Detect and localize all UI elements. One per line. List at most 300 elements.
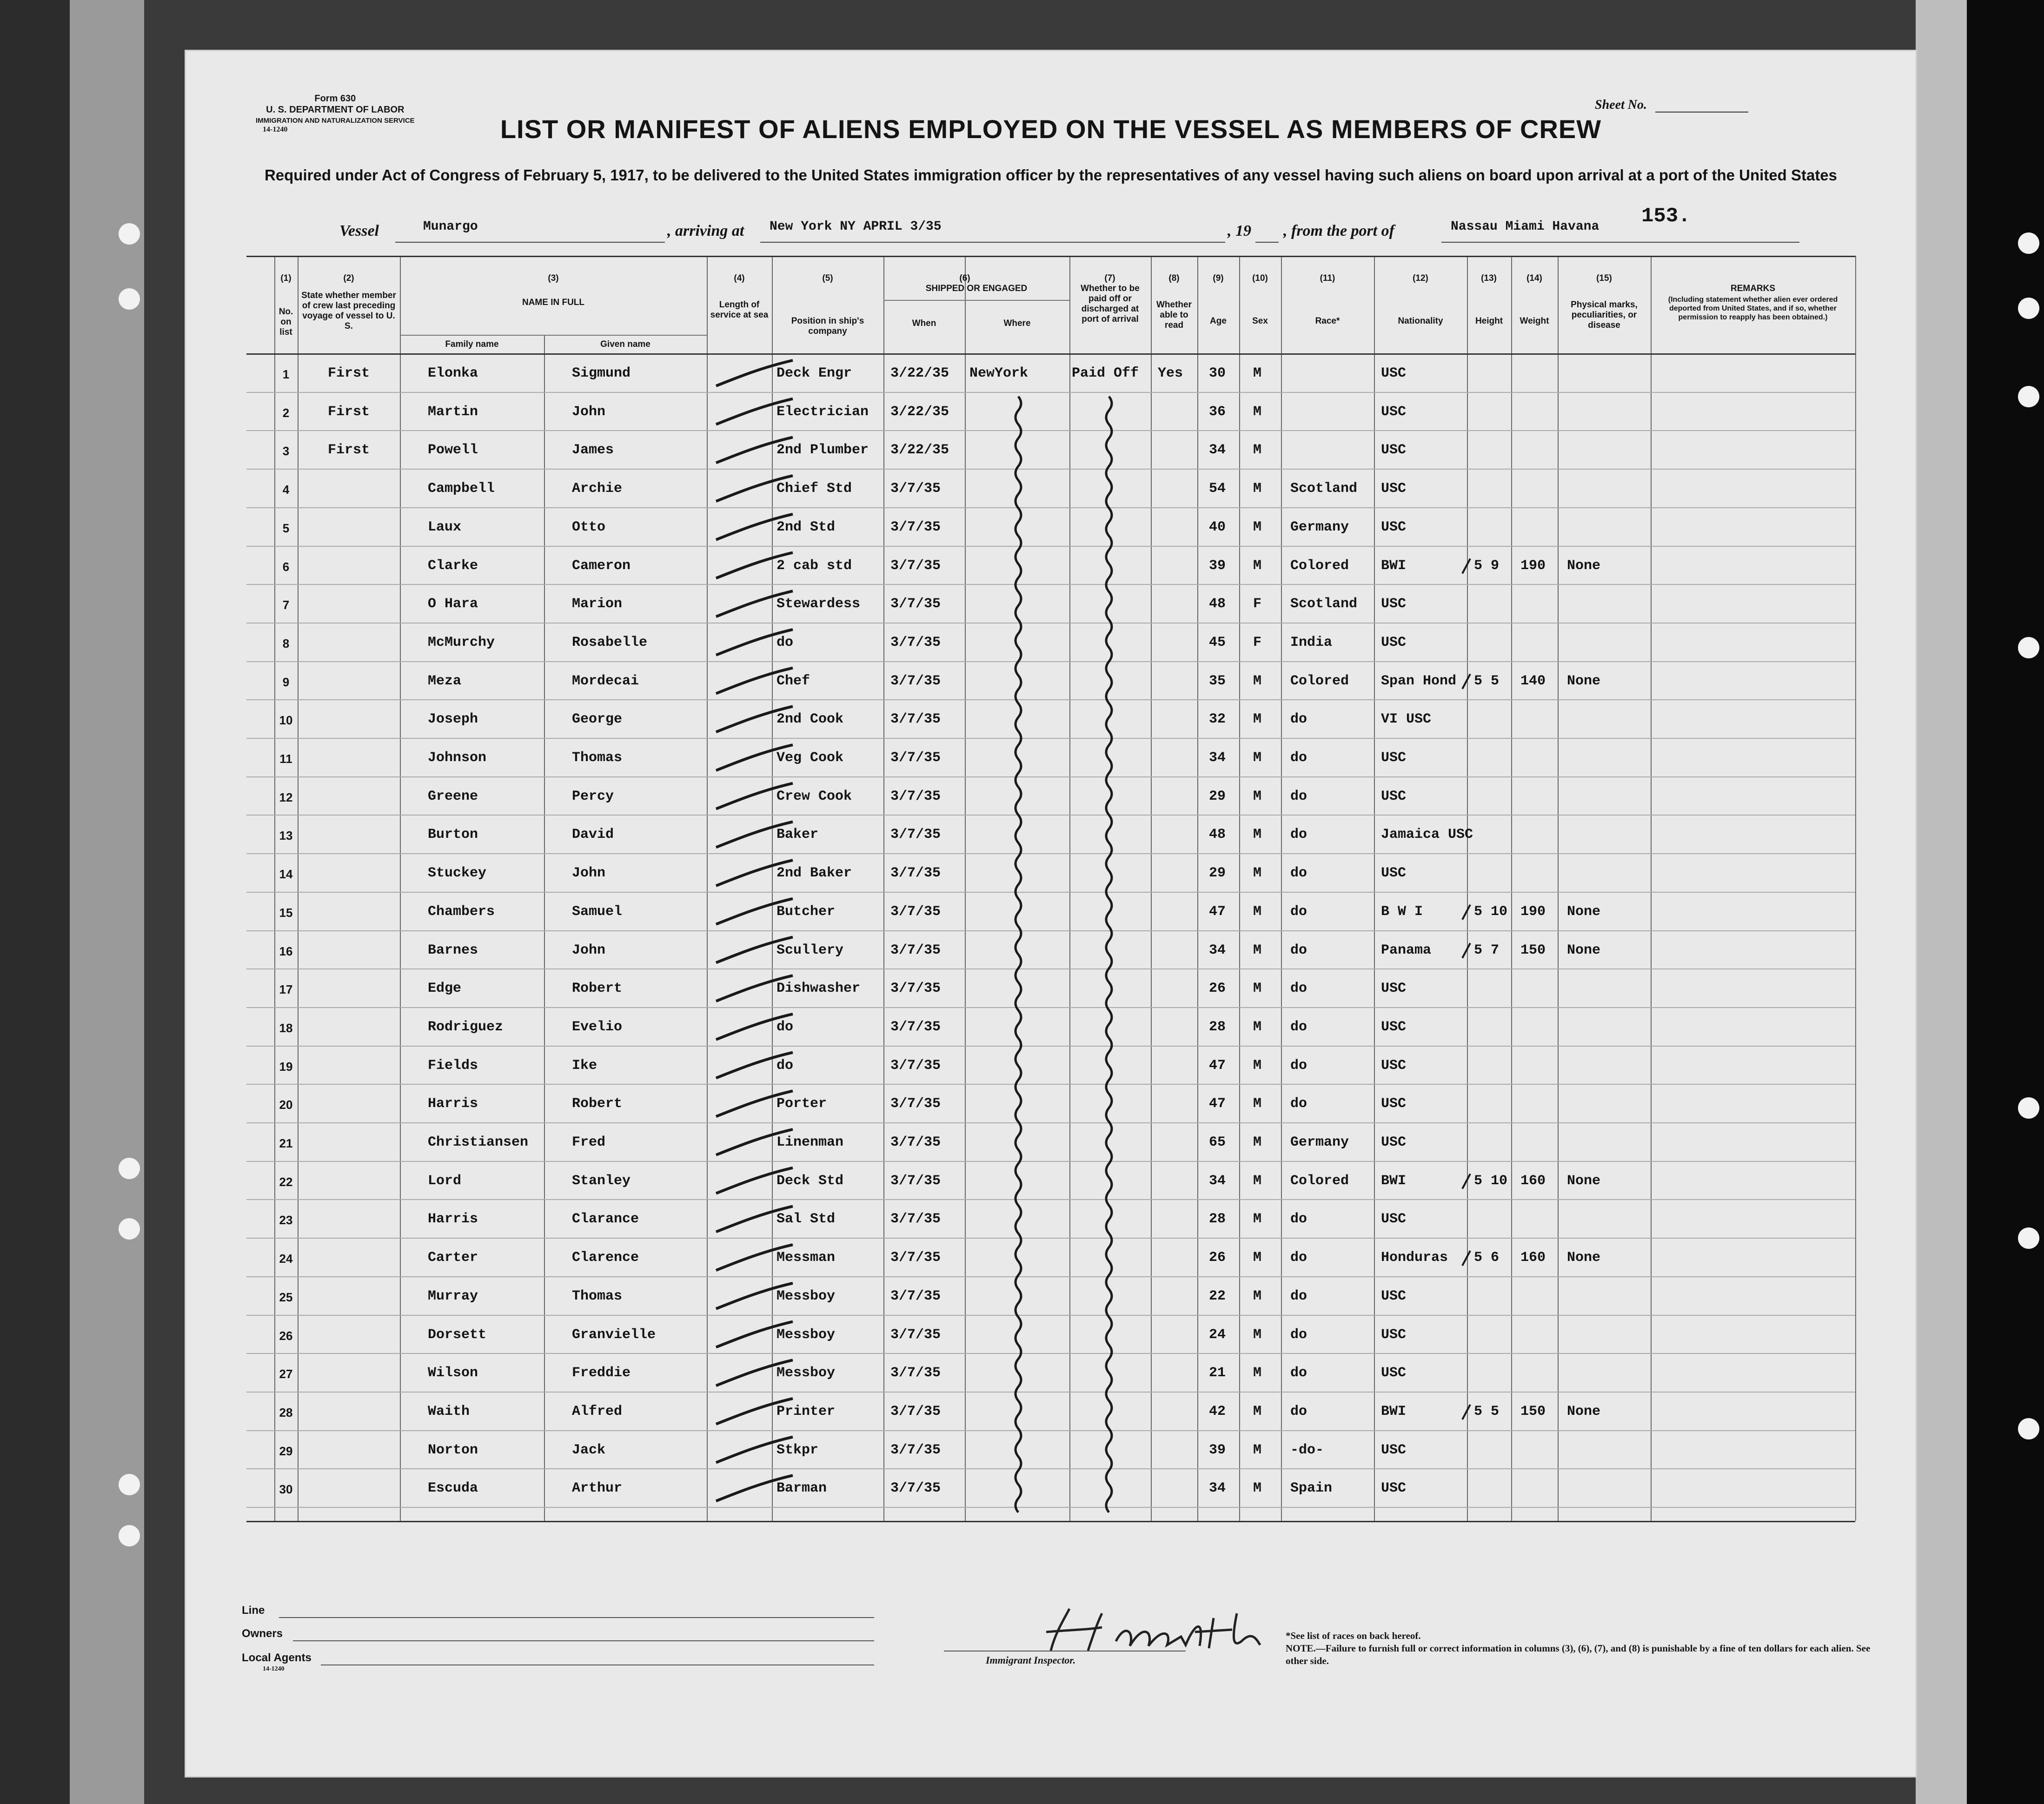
row-family: Joseph bbox=[428, 711, 478, 728]
row-when: 3/7/35 bbox=[890, 1480, 941, 1497]
row-family: Meza bbox=[428, 673, 462, 689]
row-when: 3/7/35 bbox=[890, 596, 941, 612]
row-race: do bbox=[1290, 1211, 1307, 1227]
row-nationality: USC bbox=[1381, 865, 1407, 882]
row-sex: M bbox=[1253, 903, 1262, 920]
row-number: 27 bbox=[279, 1367, 293, 1381]
row-position: Messboy bbox=[776, 1365, 836, 1381]
service-mark bbox=[716, 630, 793, 655]
sheet-number-line bbox=[1655, 112, 1748, 113]
perforation-hole bbox=[119, 1474, 140, 1495]
row-position: Stkpr bbox=[776, 1442, 819, 1458]
row-sex: M bbox=[1253, 1442, 1262, 1458]
row-given: Clarance bbox=[572, 1211, 639, 1227]
row-number: 5 bbox=[282, 521, 290, 535]
row-number: 6 bbox=[282, 559, 290, 574]
row-race: do bbox=[1290, 865, 1307, 882]
perforation-hole bbox=[2018, 298, 2039, 319]
service-mark bbox=[716, 1053, 793, 1078]
signature-drawing bbox=[1037, 1604, 1297, 1660]
header-remarks: REMARKS bbox=[1730, 284, 1776, 293]
row-when: 3/7/35 bbox=[890, 750, 941, 766]
service-mark bbox=[716, 1399, 793, 1424]
row-position: 2nd Plumber bbox=[776, 442, 869, 458]
row-race: do bbox=[1290, 1326, 1307, 1343]
row-position: Dishwasher bbox=[776, 981, 861, 997]
row-position: Deck Engr bbox=[776, 365, 852, 381]
row-position: Baker bbox=[776, 827, 819, 843]
row-number: 12 bbox=[279, 790, 293, 804]
service: IMMIGRATION AND NATURALIZATION SERVICE bbox=[256, 117, 415, 125]
row-sex: M bbox=[1253, 404, 1262, 420]
row-when: 3/7/35 bbox=[890, 1250, 941, 1266]
arriving-label: , arriving at bbox=[667, 222, 744, 239]
header-no-on-list: No. on list bbox=[279, 307, 293, 337]
year-underline bbox=[1255, 242, 1279, 243]
row-sex: M bbox=[1253, 442, 1262, 458]
row-age: 45 bbox=[1209, 634, 1226, 650]
row-family: Carter bbox=[428, 1250, 478, 1266]
service-mark bbox=[716, 706, 793, 732]
row-age: 21 bbox=[1209, 1365, 1226, 1381]
row-height: 5 5 bbox=[1474, 1403, 1500, 1419]
row-family: Waith bbox=[428, 1403, 470, 1419]
service-mark bbox=[716, 745, 793, 770]
row-marks: None bbox=[1567, 1173, 1601, 1189]
header-name-in-full: NAME IN FULL bbox=[522, 298, 585, 307]
row-given: Rosabelle bbox=[572, 634, 648, 650]
footer-agents-code: 14-1240 bbox=[263, 1665, 285, 1672]
row-weight: 190 bbox=[1520, 903, 1546, 920]
service-mark bbox=[716, 668, 793, 694]
row-when: 3/7/35 bbox=[890, 481, 941, 497]
service-mark bbox=[716, 975, 793, 1001]
vessel-name: Munargo bbox=[423, 219, 478, 234]
row-sex: M bbox=[1253, 1173, 1262, 1189]
vessel-line bbox=[339, 219, 1827, 250]
handwritten-marks bbox=[246, 256, 1855, 1521]
row-race: do bbox=[1290, 1365, 1307, 1381]
row-race: do bbox=[1290, 1250, 1307, 1266]
row-sex: M bbox=[1253, 788, 1262, 804]
row-given: Percy bbox=[572, 788, 614, 804]
row-sex: F bbox=[1253, 634, 1262, 650]
row-nationality: USC bbox=[1381, 481, 1407, 497]
service-mark bbox=[716, 899, 793, 924]
row-height: 5 9 bbox=[1474, 557, 1500, 574]
perforation-hole bbox=[2018, 637, 2039, 658]
footer-line-rule bbox=[279, 1617, 874, 1618]
inspector-label: Immigrant Inspector. bbox=[986, 1654, 1076, 1666]
row-number: 16 bbox=[279, 944, 293, 958]
header-length-of-service: Length of service at sea bbox=[710, 300, 769, 320]
row-nationality: USC bbox=[1381, 750, 1407, 766]
row-age: 36 bbox=[1209, 404, 1226, 420]
row-number: 18 bbox=[279, 1021, 293, 1035]
row-age: 32 bbox=[1209, 711, 1226, 728]
row-number: 21 bbox=[279, 1136, 293, 1150]
footer-notes bbox=[1286, 1630, 1890, 1667]
row-number: 14 bbox=[279, 867, 293, 882]
column-number-label: (7) bbox=[1104, 273, 1115, 283]
row-age: 47 bbox=[1209, 903, 1226, 920]
row-position: Linenman bbox=[776, 1134, 844, 1150]
row-sex: M bbox=[1253, 1096, 1262, 1112]
row-family: McMurchy bbox=[428, 634, 495, 650]
row-sex: M bbox=[1253, 557, 1262, 574]
row-when: 3/22/35 bbox=[890, 365, 949, 381]
manifest-page bbox=[186, 51, 1916, 1776]
row-nationality: USC bbox=[1381, 1057, 1407, 1074]
row-position: Messman bbox=[776, 1250, 836, 1266]
row-marks: None bbox=[1567, 1250, 1601, 1266]
row-age: 34 bbox=[1209, 1480, 1226, 1497]
row-family: Martin bbox=[428, 404, 478, 420]
row-position: Printer bbox=[776, 1403, 836, 1419]
row-nationality: USC bbox=[1381, 1096, 1407, 1112]
row-where: NewYork bbox=[969, 365, 1029, 381]
row-number: 20 bbox=[279, 1098, 293, 1112]
row-given: Thomas bbox=[572, 1288, 623, 1304]
row-number: 29 bbox=[279, 1444, 293, 1458]
row-nationality: Jamaica USC bbox=[1381, 827, 1473, 843]
row-weight: 190 bbox=[1520, 557, 1546, 574]
row-when: 3/7/35 bbox=[890, 1326, 941, 1343]
service-mark bbox=[716, 1437, 793, 1463]
row-race: Spain bbox=[1290, 1480, 1333, 1497]
service-mark bbox=[716, 399, 793, 424]
row-nationality: VI USC bbox=[1381, 711, 1432, 728]
ditto-line bbox=[1106, 397, 1112, 1512]
row-nationality: USC bbox=[1381, 1134, 1407, 1150]
row-weight: 150 bbox=[1520, 942, 1546, 958]
perforation-hole bbox=[119, 1525, 140, 1546]
row-when: 3/7/35 bbox=[890, 634, 941, 650]
row-sex: M bbox=[1253, 481, 1262, 497]
row-prev: First bbox=[328, 404, 370, 420]
column-number-label: (6) bbox=[959, 273, 970, 283]
row-given: Robert bbox=[572, 1096, 623, 1112]
row-race: do bbox=[1290, 1403, 1307, 1419]
row-when: 3/7/35 bbox=[890, 942, 941, 958]
row-nationality: BWI bbox=[1381, 557, 1407, 574]
row-age: 34 bbox=[1209, 942, 1226, 958]
row-family: Clarke bbox=[428, 557, 478, 574]
row-given: Archie bbox=[572, 481, 623, 497]
row-race: -do- bbox=[1290, 1442, 1324, 1458]
row-weight: 150 bbox=[1520, 1403, 1546, 1419]
row-race: Scotland bbox=[1290, 481, 1358, 497]
row-family: Elonka bbox=[428, 365, 478, 381]
perforation-hole bbox=[119, 223, 140, 245]
row-nationality: USC bbox=[1381, 1480, 1407, 1497]
row-position: 2nd Cook bbox=[776, 711, 844, 728]
row-number: 13 bbox=[279, 829, 293, 843]
service-mark bbox=[716, 1322, 793, 1347]
row-when: 3/22/35 bbox=[890, 442, 949, 458]
row-position: 2nd Baker bbox=[776, 865, 852, 882]
row-sex: M bbox=[1253, 1365, 1262, 1381]
row-number: 9 bbox=[282, 675, 290, 689]
row-when: 3/7/35 bbox=[890, 827, 941, 843]
row-family: Greene bbox=[428, 788, 478, 804]
row-family: Stuckey bbox=[428, 865, 487, 882]
header-remarks-note: (Including statement whether alien ever ordered deported from United States, and if so, whether permission to reapply has been obtained.) bbox=[1668, 296, 1838, 321]
header-age: Age bbox=[1210, 316, 1227, 326]
row-family: Chambers bbox=[428, 903, 495, 920]
row-family: Christiansen bbox=[428, 1134, 529, 1150]
row-given: Cameron bbox=[572, 557, 631, 574]
row-given: Evelio bbox=[572, 1019, 623, 1035]
row-when: 3/7/35 bbox=[890, 1365, 941, 1381]
row-when: 3/7/35 bbox=[890, 1288, 941, 1304]
row-number: 10 bbox=[279, 713, 293, 728]
row-number: 22 bbox=[279, 1174, 293, 1189]
column-number-label: (2) bbox=[343, 273, 354, 283]
row-marks: None bbox=[1567, 673, 1601, 689]
row-family: Rodriguez bbox=[428, 1019, 504, 1035]
vessel-label: Vessel bbox=[339, 222, 379, 239]
row-race: Germany bbox=[1290, 519, 1349, 535]
service-mark bbox=[716, 937, 793, 963]
row-nationality: BWI bbox=[1381, 1173, 1407, 1189]
row-sex: M bbox=[1253, 1480, 1262, 1497]
column-number-label: (4) bbox=[734, 273, 745, 283]
service-mark bbox=[716, 1091, 793, 1116]
row-sex: M bbox=[1253, 942, 1262, 958]
row-age: 34 bbox=[1209, 1173, 1226, 1189]
row-family: Norton bbox=[428, 1442, 478, 1458]
service-mark bbox=[716, 1014, 793, 1040]
row-given: David bbox=[572, 827, 614, 843]
row-when: 3/7/35 bbox=[890, 1442, 941, 1458]
column-number-label: (14) bbox=[1526, 273, 1542, 283]
column-number-label: (8) bbox=[1168, 273, 1180, 283]
row-given: Marion bbox=[572, 596, 623, 612]
row-position: do bbox=[776, 634, 794, 650]
row-nationality: USC bbox=[1381, 1326, 1407, 1343]
row-given: Freddie bbox=[572, 1365, 631, 1381]
row-number: 15 bbox=[279, 905, 293, 920]
sheet-label: Sheet No. bbox=[1595, 98, 1647, 112]
row-when: 3/7/35 bbox=[890, 903, 941, 920]
row-when: 3/7/35 bbox=[890, 865, 941, 882]
row-nationality: USC bbox=[1381, 365, 1407, 381]
row-position: Scullery bbox=[776, 942, 844, 958]
row-when: 3/7/35 bbox=[890, 519, 941, 535]
row-race: do bbox=[1290, 750, 1307, 766]
row-given: Robert bbox=[572, 981, 623, 997]
row-family: Barnes bbox=[428, 942, 478, 958]
row-sex: M bbox=[1253, 865, 1262, 882]
row-sex: M bbox=[1253, 1288, 1262, 1304]
row-race: Scotland bbox=[1290, 596, 1358, 612]
row-age: 47 bbox=[1209, 1096, 1226, 1112]
header-nationality: Nationality bbox=[1398, 316, 1443, 326]
row-position: Barman bbox=[776, 1480, 827, 1497]
row-number: 1 bbox=[282, 367, 290, 381]
row-nationality: B W I bbox=[1381, 903, 1423, 920]
row-nationality: Panama bbox=[1381, 942, 1432, 958]
from-underline bbox=[1441, 242, 1799, 243]
slash-mark bbox=[1462, 1405, 1470, 1419]
row-when: 3/7/35 bbox=[890, 1057, 941, 1074]
row-sex: F bbox=[1253, 596, 1262, 612]
header-where: Where bbox=[1003, 318, 1031, 328]
row-race: Germany bbox=[1290, 1134, 1349, 1150]
row-age: 29 bbox=[1209, 788, 1226, 804]
sheet-number: 153. bbox=[1641, 205, 1691, 228]
row-position: do bbox=[776, 1019, 794, 1035]
row-sex: M bbox=[1253, 1326, 1262, 1343]
arriving-port: New York NY APRIL 3/35 bbox=[770, 219, 942, 234]
header-previous-voyage: State whether member of crew last preceding voyage of vessel to U. S. bbox=[301, 291, 396, 331]
row-race: do bbox=[1290, 1057, 1307, 1074]
column-number-label: (13) bbox=[1481, 273, 1497, 283]
row-nationality: USC bbox=[1381, 442, 1407, 458]
row-nationality: USC bbox=[1381, 981, 1407, 997]
row-age: 28 bbox=[1209, 1019, 1226, 1035]
row-number: 30 bbox=[279, 1482, 293, 1497]
row-sex: M bbox=[1253, 365, 1262, 381]
note-penalty: NOTE.—Failure to furnish full or correct information in columns (3), (6), (7), and (8) is punishable by a fine of ten dollars for each alien. See other side. bbox=[1286, 1643, 1871, 1666]
service-mark bbox=[716, 1206, 793, 1232]
row-position: Porter bbox=[776, 1096, 827, 1112]
row-family: Burton bbox=[428, 827, 478, 843]
row-nationality: USC bbox=[1381, 1288, 1407, 1304]
row-family: O Hara bbox=[428, 596, 478, 612]
row-given: Fred bbox=[572, 1134, 606, 1150]
row-position: Crew Cook bbox=[776, 788, 852, 804]
row-age: 48 bbox=[1209, 596, 1226, 612]
row-given: Stanley bbox=[572, 1173, 631, 1189]
row-race: India bbox=[1290, 634, 1333, 650]
row-sex: M bbox=[1253, 827, 1262, 843]
service-mark bbox=[716, 1360, 793, 1386]
form-number: Form 630 bbox=[314, 93, 356, 104]
service-mark bbox=[716, 1245, 793, 1270]
row-given: Otto bbox=[572, 519, 606, 535]
row-when: 3/7/35 bbox=[890, 1173, 941, 1189]
row-race: do bbox=[1290, 1096, 1307, 1112]
row-when: 3/7/35 bbox=[890, 673, 941, 689]
row-given: Sigmund bbox=[572, 365, 631, 381]
column-number-label: (15) bbox=[1596, 273, 1612, 283]
row-age: 65 bbox=[1209, 1134, 1226, 1150]
row-age: 34 bbox=[1209, 442, 1226, 458]
column-number-label: (12) bbox=[1413, 273, 1428, 283]
row-family: Lord bbox=[428, 1173, 462, 1189]
row-age: 26 bbox=[1209, 1250, 1226, 1266]
row-when: 3/7/35 bbox=[890, 1019, 941, 1035]
row-family: Campbell bbox=[428, 481, 495, 497]
row-number: 17 bbox=[279, 982, 293, 997]
row-sex: M bbox=[1253, 1134, 1262, 1150]
crew-table bbox=[246, 256, 1953, 1623]
perforation-hole bbox=[2018, 386, 2039, 407]
row-nationality: USC bbox=[1381, 519, 1407, 535]
row-age: 40 bbox=[1209, 519, 1226, 535]
row-when: 3/7/35 bbox=[890, 1134, 941, 1150]
column-number-label: (1) bbox=[280, 273, 292, 283]
row-height: 5 7 bbox=[1474, 942, 1500, 958]
row-sex: M bbox=[1253, 519, 1262, 535]
row-race: do bbox=[1290, 942, 1307, 958]
header-able-to-read: Whether able to read bbox=[1156, 300, 1192, 330]
slash-mark bbox=[1462, 674, 1470, 689]
row-number: 24 bbox=[279, 1252, 293, 1266]
row-number: 2 bbox=[282, 405, 290, 420]
row-given: John bbox=[572, 942, 606, 958]
row-family: Murray bbox=[428, 1288, 478, 1304]
row-age: 47 bbox=[1209, 1057, 1226, 1074]
row-given: George bbox=[572, 711, 623, 728]
row-when: 3/7/35 bbox=[890, 1211, 941, 1227]
row-read: Yes bbox=[1158, 365, 1183, 381]
row-position: Veg Cook bbox=[776, 750, 844, 766]
department: U. S. DEPARTMENT OF LABOR bbox=[266, 105, 405, 115]
row-given: Arthur bbox=[572, 1480, 623, 1497]
column-rule bbox=[1855, 256, 1856, 1521]
row-number: 7 bbox=[282, 598, 290, 612]
column-number-label: (9) bbox=[1213, 273, 1224, 283]
service-mark bbox=[716, 591, 793, 617]
row-given: Clarence bbox=[572, 1250, 639, 1266]
row-weight: 140 bbox=[1520, 673, 1546, 689]
page-title: LIST OR MANIFEST OF ALIENS EMPLOYED ON THE VESSEL AS MEMBERS OF CREW bbox=[500, 114, 1602, 144]
service-mark bbox=[716, 860, 793, 886]
row-sex: M bbox=[1253, 1403, 1262, 1419]
perforation-hole bbox=[119, 1218, 140, 1240]
row-age: 29 bbox=[1209, 865, 1226, 882]
row-prev: First bbox=[328, 442, 370, 458]
service-mark bbox=[716, 476, 793, 501]
service-mark bbox=[716, 1129, 793, 1155]
arriving-underline bbox=[760, 242, 1225, 243]
row-nationality: USC bbox=[1381, 1365, 1407, 1381]
table-bottom-rule bbox=[246, 1521, 1855, 1522]
header-paid-off: Whether to be paid off or discharged at port of arrival bbox=[1081, 284, 1140, 324]
row-number: 8 bbox=[282, 636, 290, 650]
row-race: do bbox=[1290, 903, 1307, 920]
header-race: Race* bbox=[1315, 316, 1340, 326]
row-given: Jack bbox=[572, 1442, 606, 1458]
row-when: 3/7/35 bbox=[890, 557, 941, 574]
row-given: Alfred bbox=[572, 1403, 623, 1419]
row-position: Messboy bbox=[776, 1288, 836, 1304]
row-given: John bbox=[572, 404, 606, 420]
service-mark bbox=[716, 822, 793, 847]
page-subtitle: Required under Act of Congress of February 5, 1917, to be delivered to the United States immigration officer by the representatives of any vessel having such aliens on board upon arrival at a port of the United States bbox=[264, 166, 1838, 184]
row-race: Colored bbox=[1290, 1173, 1349, 1189]
row-position: Deck Std bbox=[776, 1173, 844, 1189]
row-age: 34 bbox=[1209, 750, 1226, 766]
row-age: 39 bbox=[1209, 557, 1226, 574]
row-sex: M bbox=[1253, 981, 1262, 997]
service-mark bbox=[716, 437, 793, 463]
row-nationality: USC bbox=[1381, 634, 1407, 650]
row-nationality: BWI bbox=[1381, 1403, 1407, 1419]
perforation-hole bbox=[2018, 1418, 2039, 1439]
row-given: Mordecai bbox=[572, 673, 639, 689]
row-nationality: Honduras bbox=[1381, 1250, 1448, 1266]
header-when: When bbox=[912, 318, 936, 328]
row-when: 3/7/35 bbox=[890, 981, 941, 997]
row-sex: M bbox=[1253, 750, 1262, 766]
row-when: 3/7/35 bbox=[890, 711, 941, 728]
row-given: John bbox=[572, 865, 606, 882]
row-sex: M bbox=[1253, 1250, 1262, 1266]
